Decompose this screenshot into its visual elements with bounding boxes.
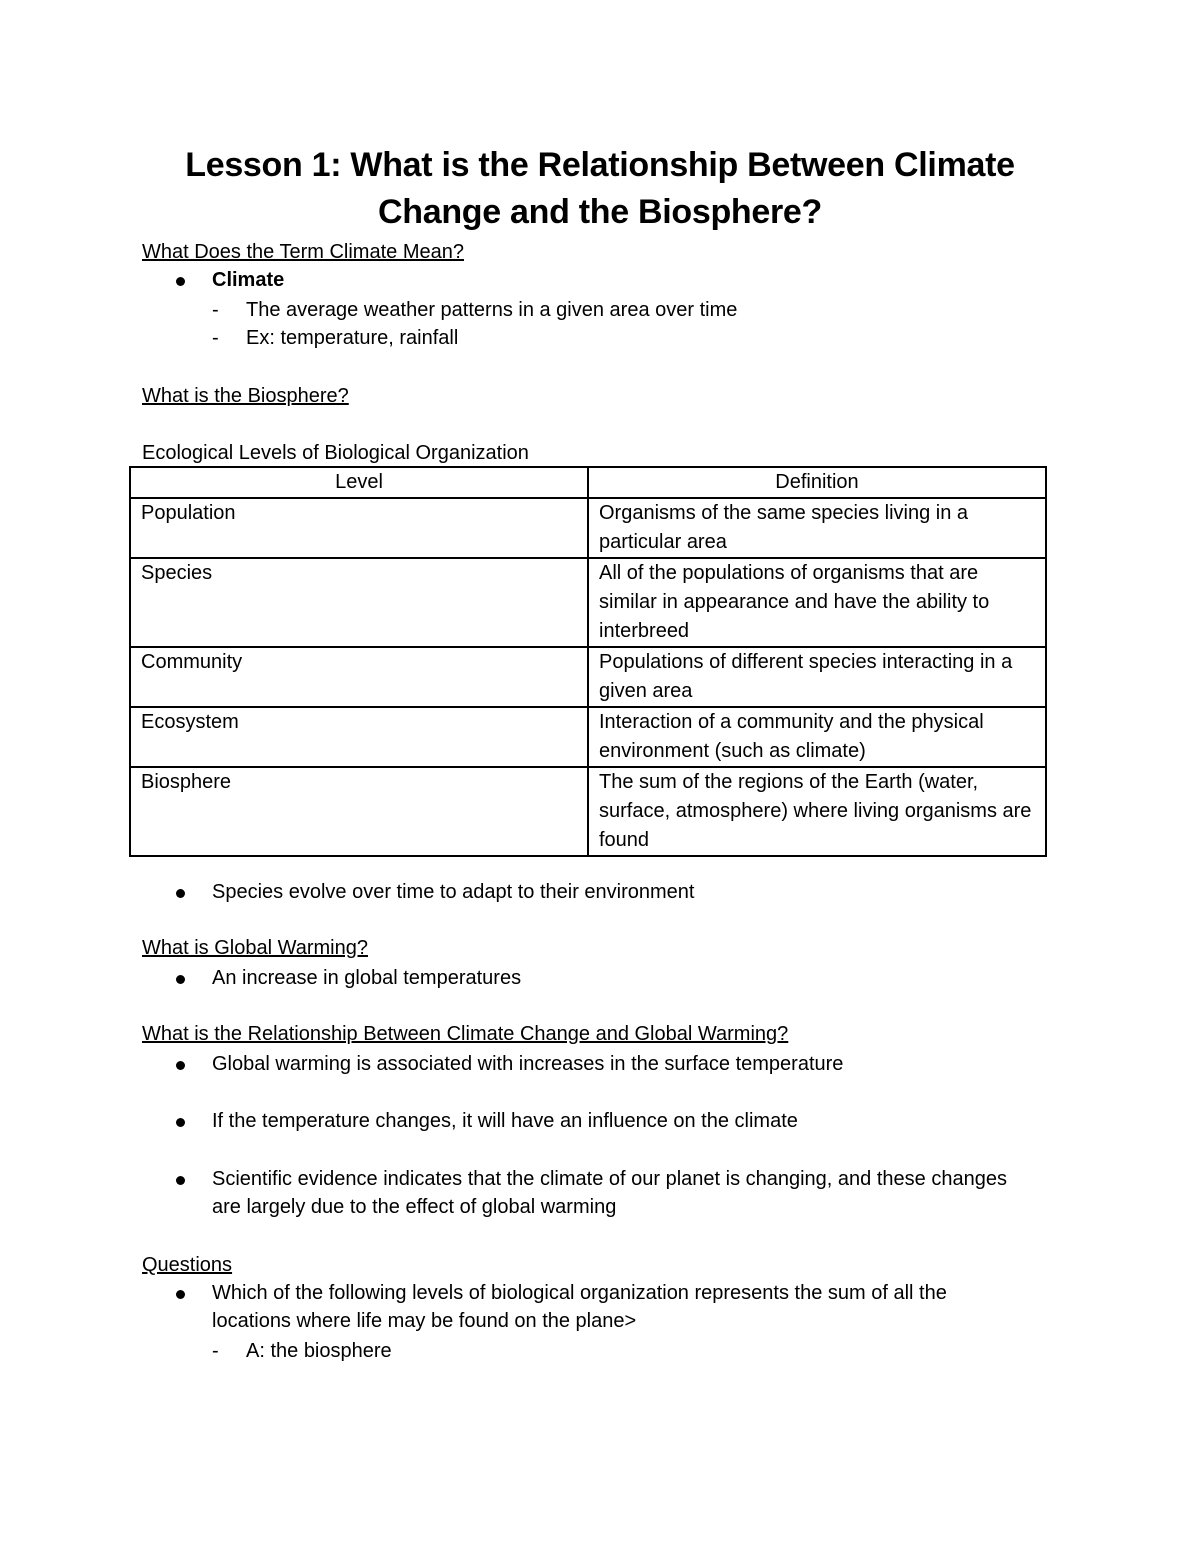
table-header-level: Level xyxy=(130,467,588,498)
table-cell-definition: All of the populations of organisms that are similar in appearance and have the ability to interbreed xyxy=(588,558,1046,647)
table-header-definition: Definition xyxy=(588,467,1046,498)
relationship-heading: What is the Relationship Between Climate Change and Global Warming? xyxy=(142,1023,789,1045)
table-row xyxy=(130,767,1046,856)
table-header-row xyxy=(130,467,1046,498)
bullet-dot-icon xyxy=(176,1176,185,1185)
title-line-1: Lesson 1: What is the Relationship Between Climate xyxy=(185,146,1015,184)
table-cell-definition: Interaction of a community and the physical environment (such as climate) xyxy=(588,707,1046,767)
table-row xyxy=(130,558,1046,647)
table-row xyxy=(130,498,1046,558)
table-cell-definition: Organisms of the same species living in a particular area xyxy=(588,498,1046,558)
table-cell-definition: The sum of the regions of the Earth (water, surface, atmosphere) where living organisms are found xyxy=(588,767,1046,856)
table-row xyxy=(130,707,1046,767)
table-cell-definition: Populations of different species interacting in a given area xyxy=(588,647,1046,707)
bullet-dot-icon xyxy=(176,1118,185,1127)
dash-marker: - xyxy=(212,299,219,321)
climate-definition: The average weather patterns in a given area over time xyxy=(246,299,738,321)
table-row xyxy=(130,647,1046,707)
page-title xyxy=(100,142,1100,236)
table-cell-level: Community xyxy=(130,647,588,707)
relationship-point: If the temperature changes, it will have an influence on the climate xyxy=(212,1110,798,1132)
relationship-point: Global warming is associated with increases in the surface temperature xyxy=(212,1053,844,1075)
table-cell-level: Ecosystem xyxy=(130,707,588,767)
global-warming-definition: An increase in global temperatures xyxy=(212,967,522,989)
table-caption: Ecological Levels of Biological Organization xyxy=(142,442,529,464)
bullet-dot-icon xyxy=(176,975,185,984)
biosphere-heading: What is the Biosphere? xyxy=(142,385,349,407)
table-cell-level: Species xyxy=(130,558,588,647)
relationship-point: Scientific evidence indicates that the climate of our planet is changing, and these changes are largely due to the effect of global warming xyxy=(212,1168,1007,1218)
bullet-dot-icon xyxy=(176,277,185,286)
table-cell-level: Population xyxy=(130,498,588,558)
climate-example: Ex: temperature, rainfall xyxy=(246,327,459,349)
dash-marker: - xyxy=(212,327,219,349)
bullet-dot-icon xyxy=(176,889,185,898)
title-line-2: Change and the Biosphere? xyxy=(378,193,822,231)
bullet-dot-icon xyxy=(176,1061,185,1070)
evolution-note: Species evolve over time to adapt to their environment xyxy=(212,881,695,903)
climate-term: Climate xyxy=(212,269,285,291)
dash-marker: - xyxy=(212,1340,219,1362)
question-text: Which of the following levels of biological organization represents the sum of all the locations where life may be found on the plane> xyxy=(212,1282,947,1332)
table-cell-level: Biosphere xyxy=(130,767,588,856)
global-warming-heading: What is Global Warming? xyxy=(142,937,368,959)
bullet-dot-icon xyxy=(176,1290,185,1299)
answer-text: A: the biosphere xyxy=(246,1340,392,1362)
questions-heading: Questions xyxy=(142,1254,233,1276)
levels-table xyxy=(129,466,1047,857)
climate-heading: What Does the Term Climate Mean? xyxy=(142,241,464,263)
